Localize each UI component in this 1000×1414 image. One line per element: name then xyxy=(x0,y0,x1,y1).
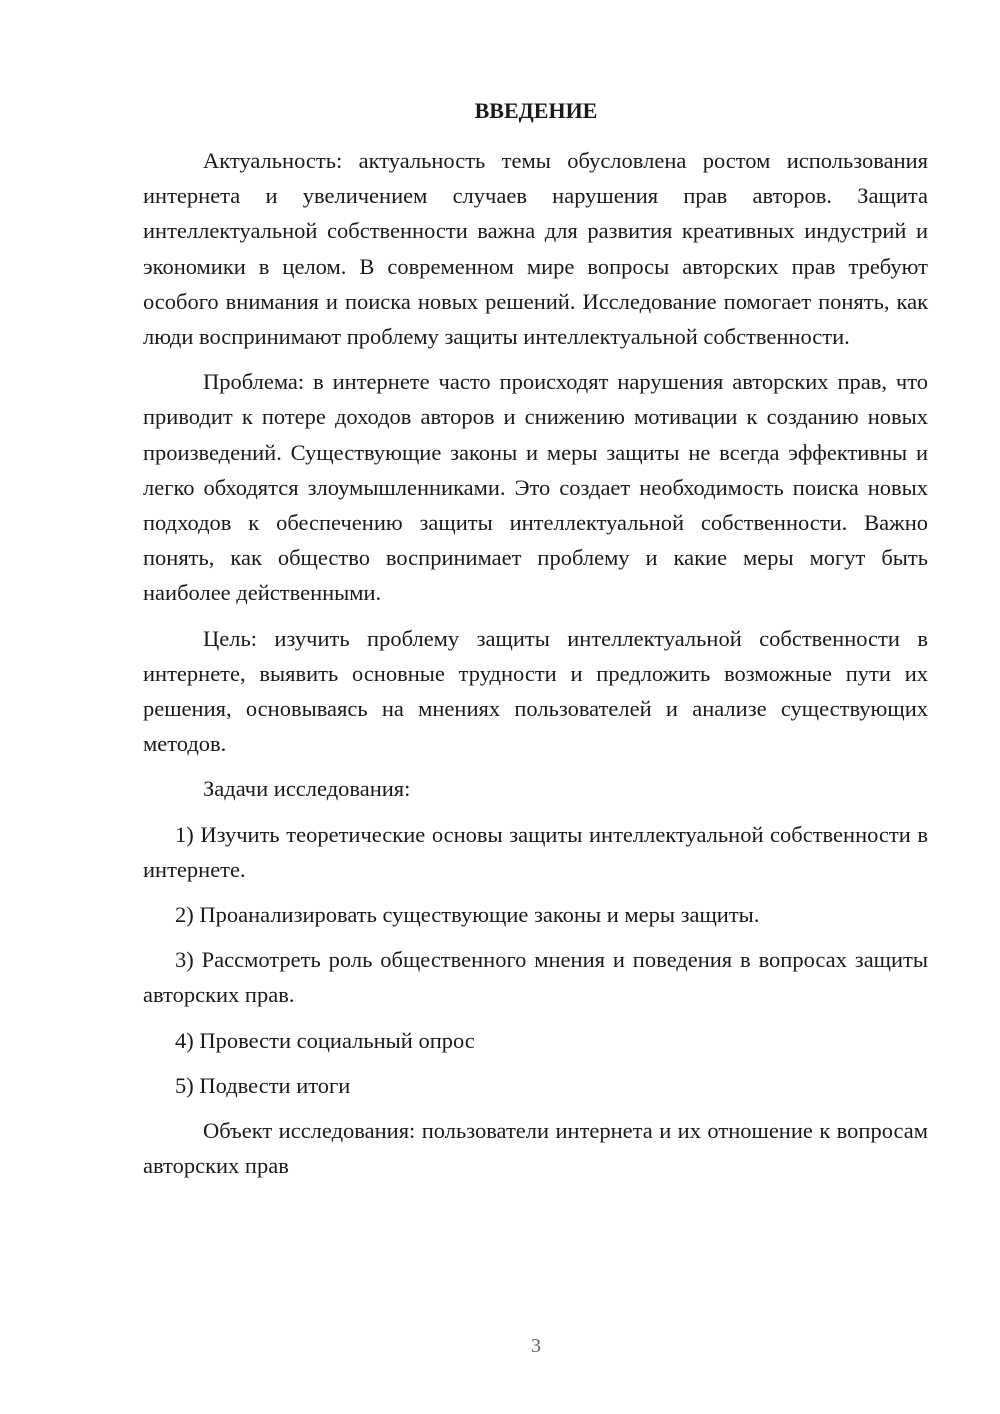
task-item-2: 2) Проанализировать существующие законы и меры защиты. xyxy=(175,902,760,928)
section-heading: ВВЕДЕНИЕ xyxy=(474,98,598,123)
paragraph-tasks-heading: Задачи исследования: xyxy=(203,776,411,802)
task-item-1: 1) Изучить теоретические основы защиты интеллектуальной собственности в интернете. xyxy=(143,821,928,882)
paragraph-problem: Проблема: в интернете часто происходят нарушения авторских прав, что приводит к потере доходов авторов и снижению мотивации к созданию новых произведений. Существующие законы и меры защиты не всегда эффективны и легко обходятся злоумышленниками. Это создает необходимость поиска новых подходов к обеспечению защиты интеллектуальной собственности. Важно понять, как общество воспринимает проблему и какие меры могут быть наиболее действенными. xyxy=(143,369,928,606)
task-item-5: 5) Подвести итоги xyxy=(175,1072,351,1098)
paragraph-goal: Цель: изучить проблему защиты интеллектуальной собственности в интернете, выявить основные трудности и предложить возможные пути их решения, основываясь на мнениях пользователей и анализе существующих методов. xyxy=(143,625,928,757)
paragraph-relevance: Актуальность: актуальность темы обусловлена ростом использования интернета и увеличением случаев нарушения прав авторов. Защита интеллектуальной собственности важна для развития креативных индустрий и экономики в целом. В современном мире вопросы авторских прав требуют особого внимания и поиска новых решений. Исследование помогает понять, как люди воспринимают проблему защиты интеллектуальной собственности. xyxy=(143,148,928,350)
paragraph-object: Объект исследования: пользователи интернета и их отношение к вопросам авторских прав xyxy=(143,1118,928,1179)
body-text xyxy=(143,143,928,1183)
task-item-4: 4) Провести социальный опрос xyxy=(175,1027,475,1053)
task-item-3: 3) Рассмотреть роль общественного мнения и поведения в вопросах защиты авторских прав. xyxy=(143,947,928,1008)
page-number: 3 xyxy=(531,1335,541,1357)
